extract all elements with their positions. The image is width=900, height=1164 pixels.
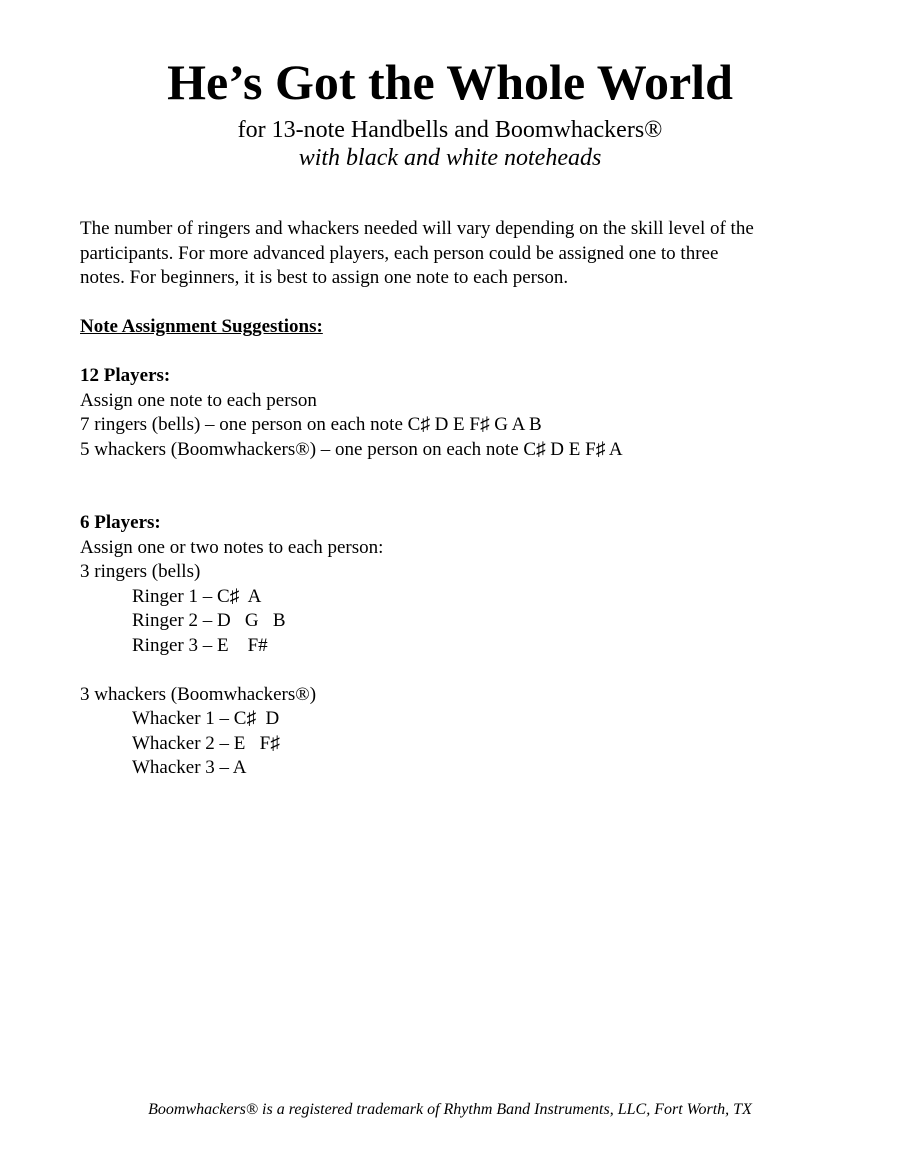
six-players-heading: 6 Players: (80, 512, 161, 533)
intro-line: notes. For beginners, it is best to assign one note to each person. (80, 267, 569, 288)
twelve-players-heading: 12 Players: (80, 365, 171, 386)
whackers-label: 3 whackers (Boomwhackers®) (80, 683, 317, 705)
twelve-players-line: Assign one note to each person (80, 389, 317, 411)
document-body (80, 217, 840, 781)
twelve-players-line: 7 ringers (bells) – one person on each note C♯ D E F♯ G A B (80, 414, 542, 435)
whacker-assignment: Whacker 2 – E F♯ (132, 732, 280, 754)
ringer-assignment: Ringer 1 – C♯ A (132, 585, 262, 607)
twelve-players-line: 5 whackers (Boomwhackers®) – one person on each note C♯ D E F♯ A (80, 438, 623, 460)
twelve-players-section (80, 364, 840, 462)
ringer-assignment: Ringer 2 – D G B (132, 610, 286, 631)
subtitle-italic: with black and white noteheads (298, 145, 602, 171)
ringers-label: 3 ringers (bells) (80, 561, 201, 582)
subtitle: for 13-note Handbells and Boomwhackers® (237, 117, 663, 143)
intro-paragraph (80, 217, 840, 291)
six-players-assign: Assign one or two notes to each person: (80, 536, 384, 558)
section-heading: Note Assignment Suggestions: (80, 316, 323, 337)
six-players-section (80, 511, 840, 781)
trademark-footer: Boomwhackers® is a registered trademark of Rhythm Band Instruments, LLC, Fort Worth, TX (148, 1101, 752, 1118)
page-title: He’s Got the Whole World (167, 54, 733, 110)
intro-line: participants. For more advanced players, each person could be assigned one to three (80, 242, 719, 264)
whacker-assignment: Whacker 3 – A (132, 757, 247, 778)
intro-line: The number of ringers and whackers needed will vary depending on the skill level of the (80, 218, 754, 239)
ringer-assignment: Ringer 3 – E F# (132, 634, 268, 656)
whacker-assignment: Whacker 1 – C♯ D (132, 708, 280, 729)
